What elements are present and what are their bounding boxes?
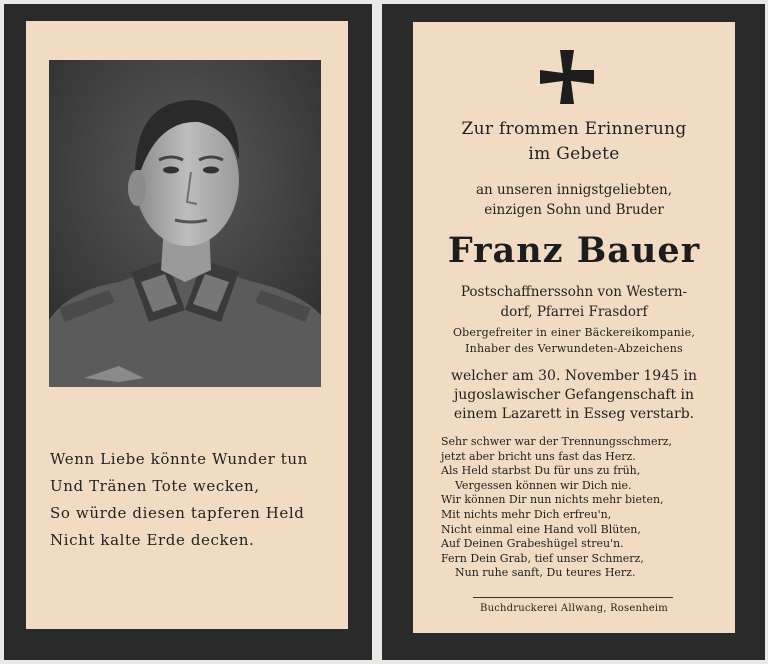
poem-line: Nicht kalte Erde decken. — [50, 531, 255, 549]
verse-line: Fern Dein Grab, tief unser Schmerz, — [441, 551, 644, 565]
description-line-1: Postschaffnerssohn von Western- — [460, 284, 688, 300]
deceased-name: Franz Bauer — [447, 230, 701, 271]
footer-divider — [473, 597, 673, 598]
description-line-2: dorf, Pfarrei Frasdorf — [500, 304, 648, 320]
poem-line: So würde diesen tapferen Held — [50, 504, 305, 522]
memorial-card-text-side — [382, 4, 765, 660]
verse-line: Als Held starbst Du für uns zu früh, — [441, 464, 641, 478]
verse-line: Wir können Dir nun nichts mehr bieten, — [441, 493, 664, 507]
death-line-2: jugoslawischer Gefangenschaft in — [453, 387, 695, 403]
memorial-card-photo-side — [4, 4, 372, 660]
poem-line: Und Tränen Tote wecken, — [50, 477, 260, 495]
card-paper-left — [26, 21, 348, 629]
verse-line: Nicht einmal eine Hand voll Blüten, — [441, 522, 641, 536]
card-paper-right — [413, 22, 735, 633]
intro-line-4: einzigen Sohn und Bruder — [484, 202, 664, 218]
verse-line: Nun ruhe sanft, Du teures Herz. — [455, 566, 636, 580]
poem-line: Wenn Liebe könnte Wunder tun — [50, 450, 308, 468]
description-line-4: Inhaber des Verwundeten-Abzeichens — [465, 342, 683, 355]
intro-line-1: Zur frommen Erinnerung — [461, 119, 687, 139]
description-line-3: Obergefreiter in einer Bäckereikompanie, — [452, 326, 696, 339]
memorial-verse — [441, 435, 711, 581]
printer-credit: Buchdruckerei Allwang, Rosenheim — [480, 603, 668, 614]
verse-line: Mit nichts mehr Dich erfreu'n, — [441, 507, 612, 521]
death-line-1: welcher am 30. November 1945 in — [451, 368, 697, 384]
verse-line: Auf Deinen Grabeshügel streu'n. — [441, 537, 624, 551]
death-line-3: einem Lazarett in Esseg verstarb. — [453, 406, 695, 422]
portrait-illustration — [49, 60, 321, 387]
intro-line-3: an unseren innigstgeliebten, — [475, 182, 673, 198]
memorial-poem — [50, 446, 340, 554]
intro-line-2: im Gebete — [528, 144, 620, 164]
verse-line: Vergessen können wir Dich nie. — [455, 478, 632, 492]
soldier-portrait-photo — [49, 60, 321, 387]
verse-line: jetzt aber bricht uns fast das Herz. — [441, 449, 636, 463]
verse-line: Sehr schwer war der Trennungsschmerz, — [441, 435, 672, 448]
iron-cross-icon — [540, 50, 594, 104]
